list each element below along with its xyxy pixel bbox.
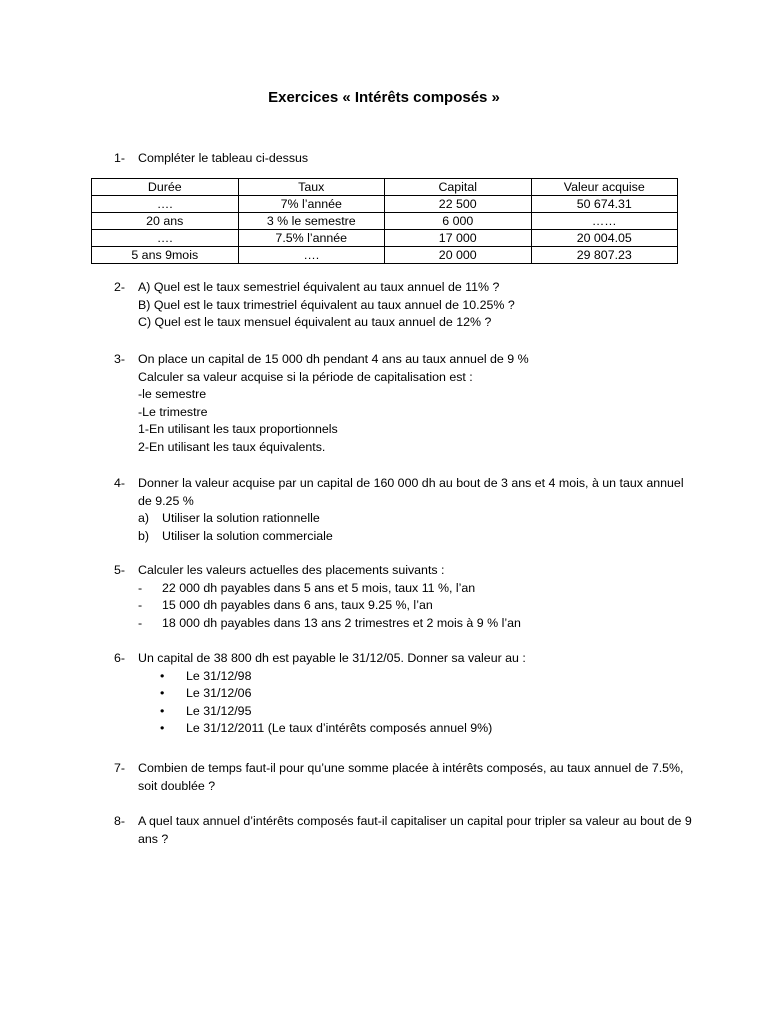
table-row: [92, 247, 678, 264]
exercise-3-line: Calculer sa valeur acquise si la période de capitalisation est :: [138, 369, 473, 384]
list-item-text: 22 000 dh payables dans 5 ans et 5 mois, taux 11 %, l’an: [162, 580, 476, 595]
list-item: [138, 615, 694, 633]
exercise-3-line: 2-En utilisant les taux équivalents.: [138, 439, 326, 454]
table-row: [92, 213, 678, 230]
exercise-number: 7-: [114, 761, 126, 775]
table-cell: 3 % le semestre: [238, 213, 385, 230]
table-cell: 22 500: [385, 196, 532, 213]
exercise-3-line: On place un capital de 15 000 dh pendant 4 ans au taux annuel de 9 %: [138, 352, 529, 366]
page-title: Exercices « Intérêts composés »: [268, 89, 500, 106]
exercise-number: 1-: [114, 151, 126, 165]
table-row: [92, 230, 678, 247]
exercise-1-text: Compléter le tableau ci-dessus: [138, 151, 309, 165]
table-cell: 5 ans 9mois: [92, 247, 239, 264]
table-cell: 20 004.05: [531, 230, 678, 247]
exercise-6: [114, 650, 694, 738]
list-marker: a): [138, 511, 150, 526]
table-row: [92, 196, 678, 213]
exercise-3-line: -le semestre: [138, 387, 207, 402]
list-marker: -: [138, 615, 143, 630]
exercise-4: [114, 475, 694, 545]
table-cell: 17 000: [385, 230, 532, 247]
table-cell: ….: [238, 247, 385, 264]
list-item: [138, 720, 694, 738]
list-item: [138, 510, 694, 528]
table-cell: ….: [92, 230, 239, 247]
exercise-2-question-c: C) Quel est le taux mensuel équivalent au taux annuel de 12% ?: [138, 315, 492, 330]
bullet-icon: •: [160, 703, 165, 718]
exercise-2-question-a: A) Quel est le taux semestriel équivalent au taux annuel de 11% ?: [138, 280, 500, 294]
header-taux: Taux: [238, 179, 385, 196]
table-cell: 20 000: [385, 247, 532, 264]
list-item-text: Le 31/12/95: [186, 703, 252, 718]
exercise-number: 2-: [114, 280, 126, 294]
list-item-text: Le 31/12/98: [186, 668, 252, 683]
list-item-text: Le 31/12/2011 (Le taux d’intérêts composés annuel 9%): [186, 721, 493, 736]
exercise-6-text: Un capital de 38 800 dh est payable le 31/12/05. Donner sa valeur au :: [138, 651, 526, 665]
exercise-5-text: Calculer les valeurs actuelles des placements suivants :: [138, 563, 445, 577]
table-cell: ……: [531, 213, 678, 230]
exercise-8: [114, 813, 694, 848]
exercise-1: [114, 150, 694, 168]
exercise-3-line: -Le trimestre: [138, 404, 208, 419]
table-cell: 7% l’année: [238, 196, 385, 213]
table-cell: 7.5% l’année: [238, 230, 385, 247]
table-cell: 20 ans: [92, 213, 239, 230]
exercise-3: [114, 351, 694, 457]
exercise-2-question-b: B) Quel est le taux trimestriel équivalent au taux annuel de 10.25% ?: [138, 297, 515, 312]
exercise-number: 8-: [114, 814, 126, 828]
list-item-text: 18 000 dh payables dans 13 ans 2 trimestres et 2 mois à 9 % l’an: [162, 615, 521, 630]
table-cell: 6 000: [385, 213, 532, 230]
table-cell: 50 674.31: [531, 196, 678, 213]
bullet-icon: •: [160, 686, 165, 701]
exercise-number: 4-: [114, 476, 126, 490]
list-marker: -: [138, 598, 143, 613]
exercise-5: [114, 562, 694, 632]
exercise-number: 6-: [114, 651, 126, 665]
bullet-icon: •: [160, 668, 165, 683]
exercise-number: 3-: [114, 352, 126, 366]
list-item: [138, 528, 694, 546]
exercise-1-table: [91, 178, 678, 264]
list-item-text: Le 31/12/06: [186, 686, 252, 701]
exercise-4-text: Donner la valeur acquise par un capital de 160 000 dh au bout de 3 ans et 4 mois, à un taux annuel de 9.25 %: [138, 476, 684, 508]
table-header-row: [92, 179, 678, 196]
bullet-icon: •: [160, 721, 165, 736]
list-marker: -: [138, 580, 143, 595]
table-cell: ….: [92, 196, 239, 213]
list-item: [138, 703, 694, 721]
list-item: [138, 580, 694, 598]
header-duree: Durée: [92, 179, 239, 196]
list-item: [138, 668, 694, 686]
list-item-text: Utiliser la solution rationnelle: [162, 511, 320, 526]
exercise-8-text: A quel taux annuel d’intérêts composés faut-il capitaliser un capital pour tripler sa valeur au bout de 9 ans ?: [138, 814, 692, 846]
table-cell: 29 807.23: [531, 247, 678, 264]
list-marker: b): [138, 528, 150, 543]
list-item-text: Utiliser la solution commerciale: [162, 528, 333, 543]
header-valeur-acquise: Valeur acquise: [531, 179, 678, 196]
header-capital: Capital: [385, 179, 532, 196]
exercise-number: 5-: [114, 563, 126, 577]
exercise-2: [114, 279, 694, 332]
exercise-7-text: Combien de temps faut-il pour qu’une somme placée à intérêts composés, au taux annuel de 7.5%, soit doublée ?: [138, 761, 684, 793]
exercise-7: [114, 760, 694, 795]
exercise-3-line: 1-En utilisant les taux proportionnels: [138, 422, 338, 437]
list-item: [138, 597, 694, 615]
list-item-text: 15 000 dh payables dans 6 ans, taux 9.25 %, l’an: [162, 598, 433, 613]
list-item: [138, 685, 694, 703]
